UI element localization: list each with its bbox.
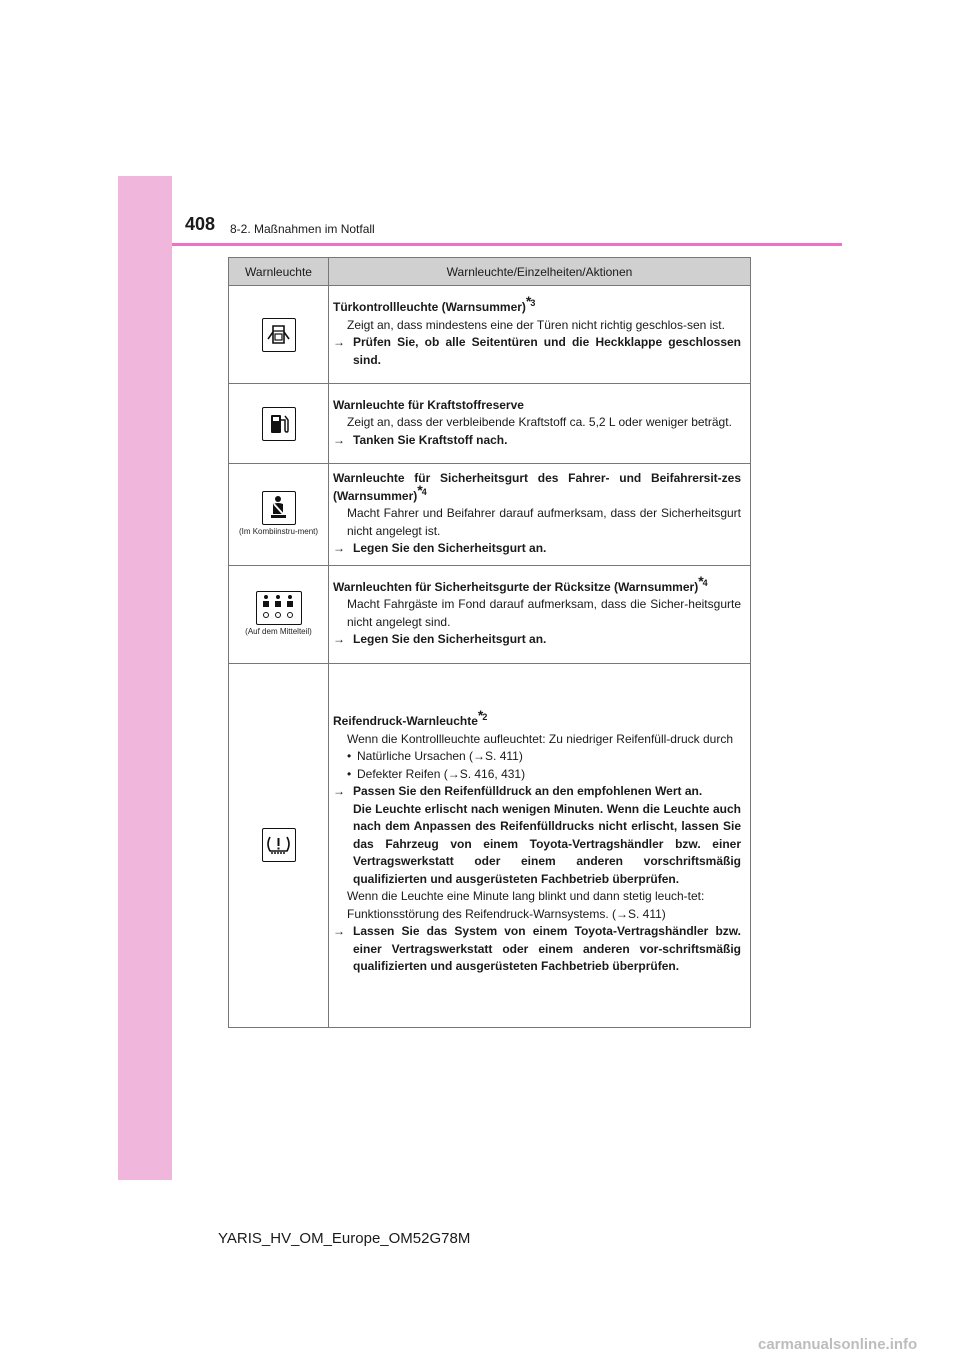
section-title: 8-2. Maßnahmen im Notfall (230, 222, 375, 236)
door-open-icon (262, 318, 296, 352)
item-title: Warnleuchte für Sicherheitsgurt des Fahrer- und Beifahrersit-zes (Warnsummer)*$^4$ (333, 471, 741, 503)
column-header-warnleuchte: Warnleuchte (229, 258, 329, 286)
page-number: 408 (185, 214, 216, 234)
details-cell (329, 286, 751, 384)
item-title: Warnleuchte für Kraftstoffreserve (333, 397, 524, 412)
item-action: → Prüfen Sie, ob alle Seitentüren und die Heckklappe geschlossen sind. (333, 335, 741, 367)
item-title: Warnleuchten für Sicherheitsgurte der Rücksitze (Warnsummer)*$^4$ (333, 572, 708, 594)
watermark: carmanualsonline.info (758, 1336, 918, 1353)
arrow-icon: → (333, 924, 345, 939)
seatbelt-icon (262, 491, 296, 525)
item-description: Macht Fahrgäste im Fond darauf aufmerksam, dass die Sicher-heitsgurte nicht angelegt sind. (347, 597, 741, 629)
icon-caption: (Auf dem Mittelteil) (245, 627, 312, 636)
column-header-details: Warnleuchte/Einzelheiten/Aktionen (329, 258, 751, 286)
item-description: Zeigt an, dass mindestens eine der Türen nicht richtig geschlos-sen ist. (347, 317, 725, 332)
item-action: → Lassen Sie das System von einem Toyota-Vertragshändler bzw. einer Vertragswerkstatt oder einem anderen vor-schriftsmäßig qualifizierten und ausgerüsteten Fachbetrieb überprüfen. (333, 924, 741, 974)
item-action: → Legen Sie den Sicherheitsgurt an. (333, 631, 741, 649)
fuel-pump-icon (262, 407, 296, 441)
table-row (229, 384, 751, 464)
details-cell (329, 464, 751, 566)
icon-cell (229, 565, 329, 663)
table-row (229, 286, 751, 384)
item-title: Reifendruck-Warnleuchte*$^2$ (333, 707, 488, 729)
icon-cell (229, 464, 329, 566)
icon-cell (229, 286, 329, 384)
item-description: Wenn die Kontrollleuchte aufleuchtet: Zu niedriger Reifenfüll-druck durch (347, 731, 733, 746)
item-action: → Tanken Sie Kraftstoff nach. (333, 432, 741, 450)
action-note: Die Leuchte erlischt nach wenigen Minuten. Wenn die Leuchte auch nach dem Anpassen des Reifenfülldrucks nicht erlischt, lassen Sie das Fahrzeug von einem Toyota-Vertragshändler bzw. einer Vertragswerkstatt oder einem anderen vorschriftsmäßig qualifizierten und ausgerüsteten Fachbetrieb überprüfen. (353, 801, 741, 886)
item-description: Zeigt an, dass der verbleibende Kraftstoff ca. 5,2 L oder weniger beträgt. (347, 415, 732, 430)
table-row (229, 565, 751, 663)
item-description: Funktionsstörung des Reifendruck-Warnsystems. (→S. 411) (347, 906, 666, 921)
table-header-row (229, 258, 751, 286)
item-action: → Passen Sie den Reifenfülldruck an den empfohlenen Wert an. (333, 783, 741, 801)
item-description: Wenn die Leuchte eine Minute lang blinkt und dann stetig leuch-tet: (347, 889, 705, 904)
chapter-side-bar (118, 176, 172, 1180)
arrow-icon: → (333, 541, 345, 555)
list-item: • Natürliche Ursachen (→S. 411) (347, 749, 523, 764)
item-action: → Legen Sie den Sicherheitsgurt an. (333, 540, 741, 558)
details-cell (329, 565, 751, 663)
table-row (229, 464, 751, 566)
icon-caption: (Im Kombiinstru-ment) (238, 527, 319, 537)
tire-pressure-icon (262, 828, 296, 862)
item-title: Türkontrollleuchte (Warnsummer)*$^3$ (333, 293, 536, 314)
arrow-icon: → (333, 335, 345, 349)
header-rule (172, 243, 842, 246)
arrow-icon: → (333, 432, 345, 447)
list-item: • Defekter Reifen (→S. 416, 431) (347, 766, 526, 781)
document-code: YARIS_HV_OM_Europe_OM52G78M (218, 1230, 471, 1247)
details-cell (329, 384, 751, 464)
icon-cell (229, 663, 329, 1027)
warning-light-table (228, 257, 751, 1028)
details-cell (329, 663, 751, 1027)
arrow-icon: → (333, 784, 345, 799)
item-description: Macht Fahrer und Beifahrer darauf aufmerksam, dass der Sicherheitsgurt nicht angelegt ist. (347, 506, 741, 538)
rear-seatbelt-icon (256, 591, 302, 625)
arrow-icon: → (333, 632, 345, 646)
icon-cell (229, 384, 329, 464)
table-row (229, 663, 751, 1027)
